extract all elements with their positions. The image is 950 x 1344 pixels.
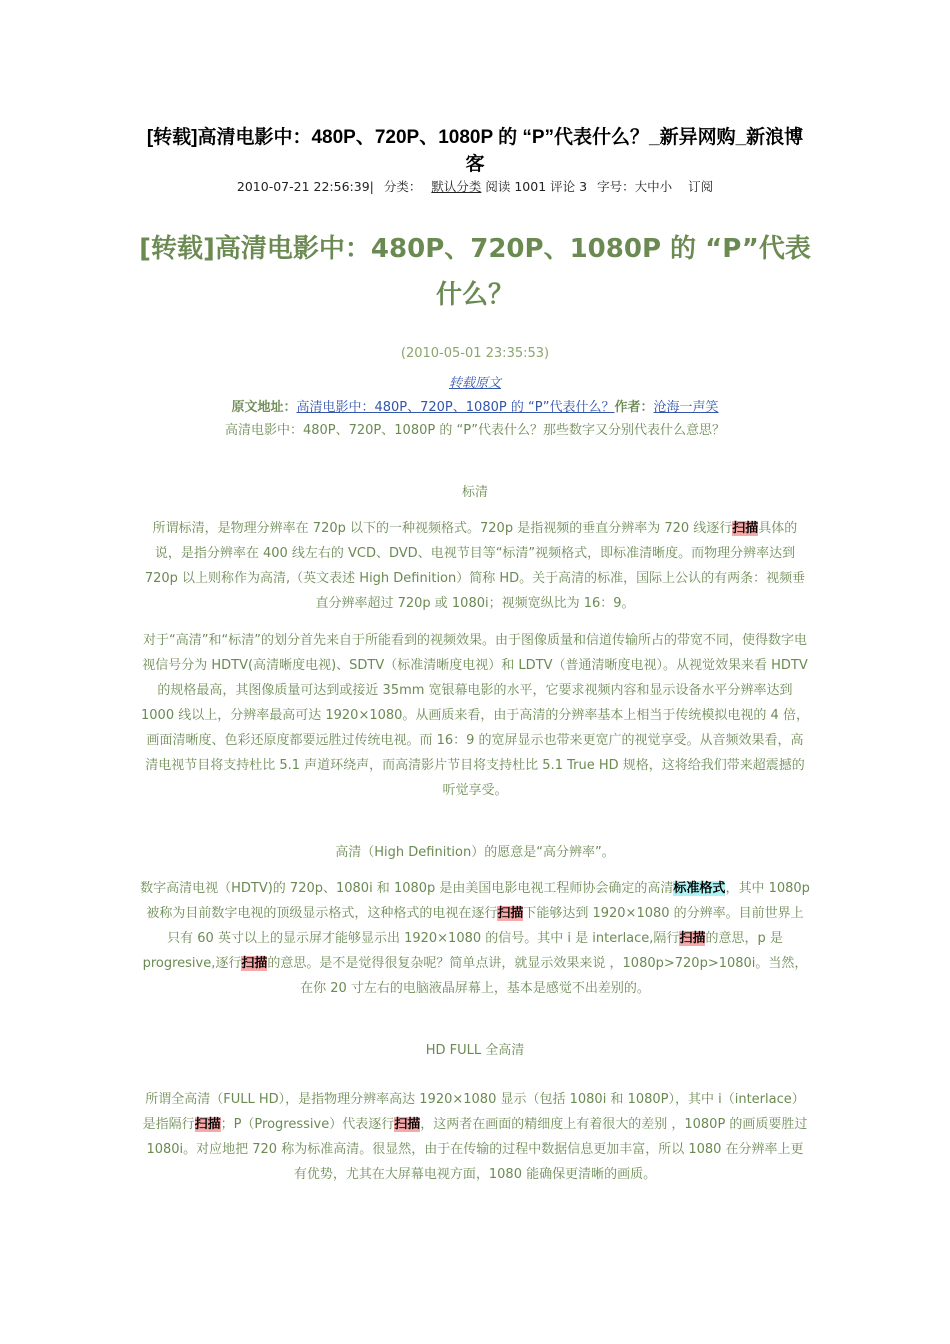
repost-original-link[interactable]: 转载原文	[448, 376, 501, 391]
text-run: ，这两者在画面的精细度上有着很大的差别 ，1080P 的画质要胜过 1080i。对应地把 720 称为标准高清。很显然，由于在传输的过程中数据信息更加丰富，所以 1080 在分辨率上更有优势，尤其在大屏幕电视方面，1080 能确保更清晰的画质。	[146, 1117, 808, 1182]
article-heading: [转载]高清电影中：480P、720P、1080P 的 “P”代表什么？	[139, 234, 811, 310]
text-run: ，其中 1080p 被称为目前数字电视的顶级显示格式，这种格式的电视在逐行	[146, 881, 810, 921]
highlight-keyword[interactable]: 扫描	[679, 931, 706, 946]
text-run: ；P（Progressive）代表逐行	[220, 1117, 395, 1132]
read-count: 阅读 1001	[485, 179, 547, 194]
text-run: 下能够达到 1920×1080 的分辨率。目前世界上只有 60 英寸以上的显示屏才能够显示出 1920×1080 的信号。其中 i 是 interlace,隔行	[167, 906, 804, 946]
source-row	[140, 396, 810, 415]
highlight-keyword[interactable]: 扫描	[241, 956, 268, 971]
highlight-keyword[interactable]: 扫描	[394, 1117, 421, 1132]
paragraph-hd-meaning: 高清（High Definition）的愿意是“高分辨率”。	[335, 845, 615, 860]
text-run: 数字高清电视（HDTV)的 720p、1080i 和 1080p 是由美国电影电视工程师协会确定的高清	[140, 881, 674, 896]
author-label: 作者：	[614, 400, 654, 415]
highlight-keyword[interactable]: 扫描	[194, 1117, 221, 1132]
section-title-full-hd: HD FULL 全高清	[425, 1043, 525, 1058]
section-title-sd: 标清	[461, 485, 488, 500]
highlight-keyword[interactable]: 扫描	[732, 521, 759, 536]
font-size-label: 字号：	[597, 179, 635, 194]
text-run: 的意思，p 是 progresive,逐行	[142, 931, 783, 971]
highlight-keyword[interactable]: 扫描	[497, 906, 524, 921]
source-label: 原文地址：	[231, 400, 297, 415]
post-meta	[140, 177, 810, 195]
repost-row	[140, 372, 810, 391]
comment-count[interactable]: 评论 3	[550, 179, 588, 194]
source-link[interactable]: 高清电影中：480P、720P、1080P 的 “P”代表什么？	[296, 400, 615, 415]
text-run: 所谓全高清（FULL HD），是指物理分辨率高达 1920×1080 显示（包括 1080i 和 1080P），其中 i（interlace）是指隔行	[142, 1092, 805, 1132]
subscribe-link[interactable]: 订阅	[688, 179, 714, 194]
text-run: 具体的说，是指分辨率在 400 线左右的 VCD、DVD、电视节目等“标清”视频格式，即标准清晰度。而物理分辨率达到 720p 以上则称作为高清,（英文表述 High Definition）简称 HD。关于高清的标准，国际上公认的有两条：视频垂直分辨率超过 720p 或 1080i；视频宽纵比为 16：9。	[144, 521, 806, 611]
paragraph-sd	[140, 516, 810, 616]
text-run: 所谓标清，是物理分辨率在 720p 以下的一种视频格式。720p 是指视频的垂直分辨率为 720 线逐行	[152, 521, 733, 536]
author-link[interactable]: 沧海一声笑	[653, 400, 719, 415]
paragraph-hdtv-formats	[140, 876, 810, 1001]
intro-paragraph: 高清电影中：480P、720P、1080P 的 “P”代表什么？那些数字又分别代表什么意思？	[224, 423, 726, 438]
font-size-options[interactable]: 大中小	[634, 179, 673, 194]
page-title: [转载]高清电影中：480P、720P、1080P 的 “P”代表什么？_新异网购_新浪博客	[146, 127, 804, 175]
article-date: (2010-05-01 23:35:53)	[400, 346, 550, 361]
post-datetime: 2010-07-21 22:56:39|	[236, 179, 374, 194]
category-link[interactable]: 默认分类	[431, 179, 482, 194]
paragraph-hd-vs-sd: 对于“高清”和“标清”的划分首先来自于所能看到的视频效果。由于图像质量和信道传输所占的带宽不同，使得数字电视信号分为 HDTV(高清晰度电视)、SDTV（标准清晰度电视）和 LDTV（普通清晰度电视）。从视觉效果来看 HDTV 的规格最高，其图像质量可达到或接近 35mm 宽银幕电影的水平，它要求视频内容和显示设备水平分辨率达到 1000 线以上，分辨率最高可达 1920×1080。从画质来看，由于高清的分辨率基本上相当于传统模拟电视的 4 倍，画面清晰度、色彩还原度都要远胜过传统电视。而 16：9 的宽屏显示也带来更宽广的视觉享受。从音频效果看，高清电视节目将支持杜比 5.1 声道环绕声，而高清影片节目将支持杜比 5.1 True HD 规格，这将给我们带来超震撼的听觉享受。	[141, 633, 809, 798]
paragraph-full-hd	[140, 1087, 810, 1187]
highlight-keyword[interactable]: 标准格式	[673, 881, 726, 896]
category-label: 分类：	[383, 179, 422, 194]
text-run: 的意思。是不是觉得很复杂呢？简单点讲，就显示效果来说 ，1080p>720p>1080i。当然，在你 20 寸左右的电脑液晶屏幕上，基本是感觉不出差别的。	[267, 956, 808, 996]
